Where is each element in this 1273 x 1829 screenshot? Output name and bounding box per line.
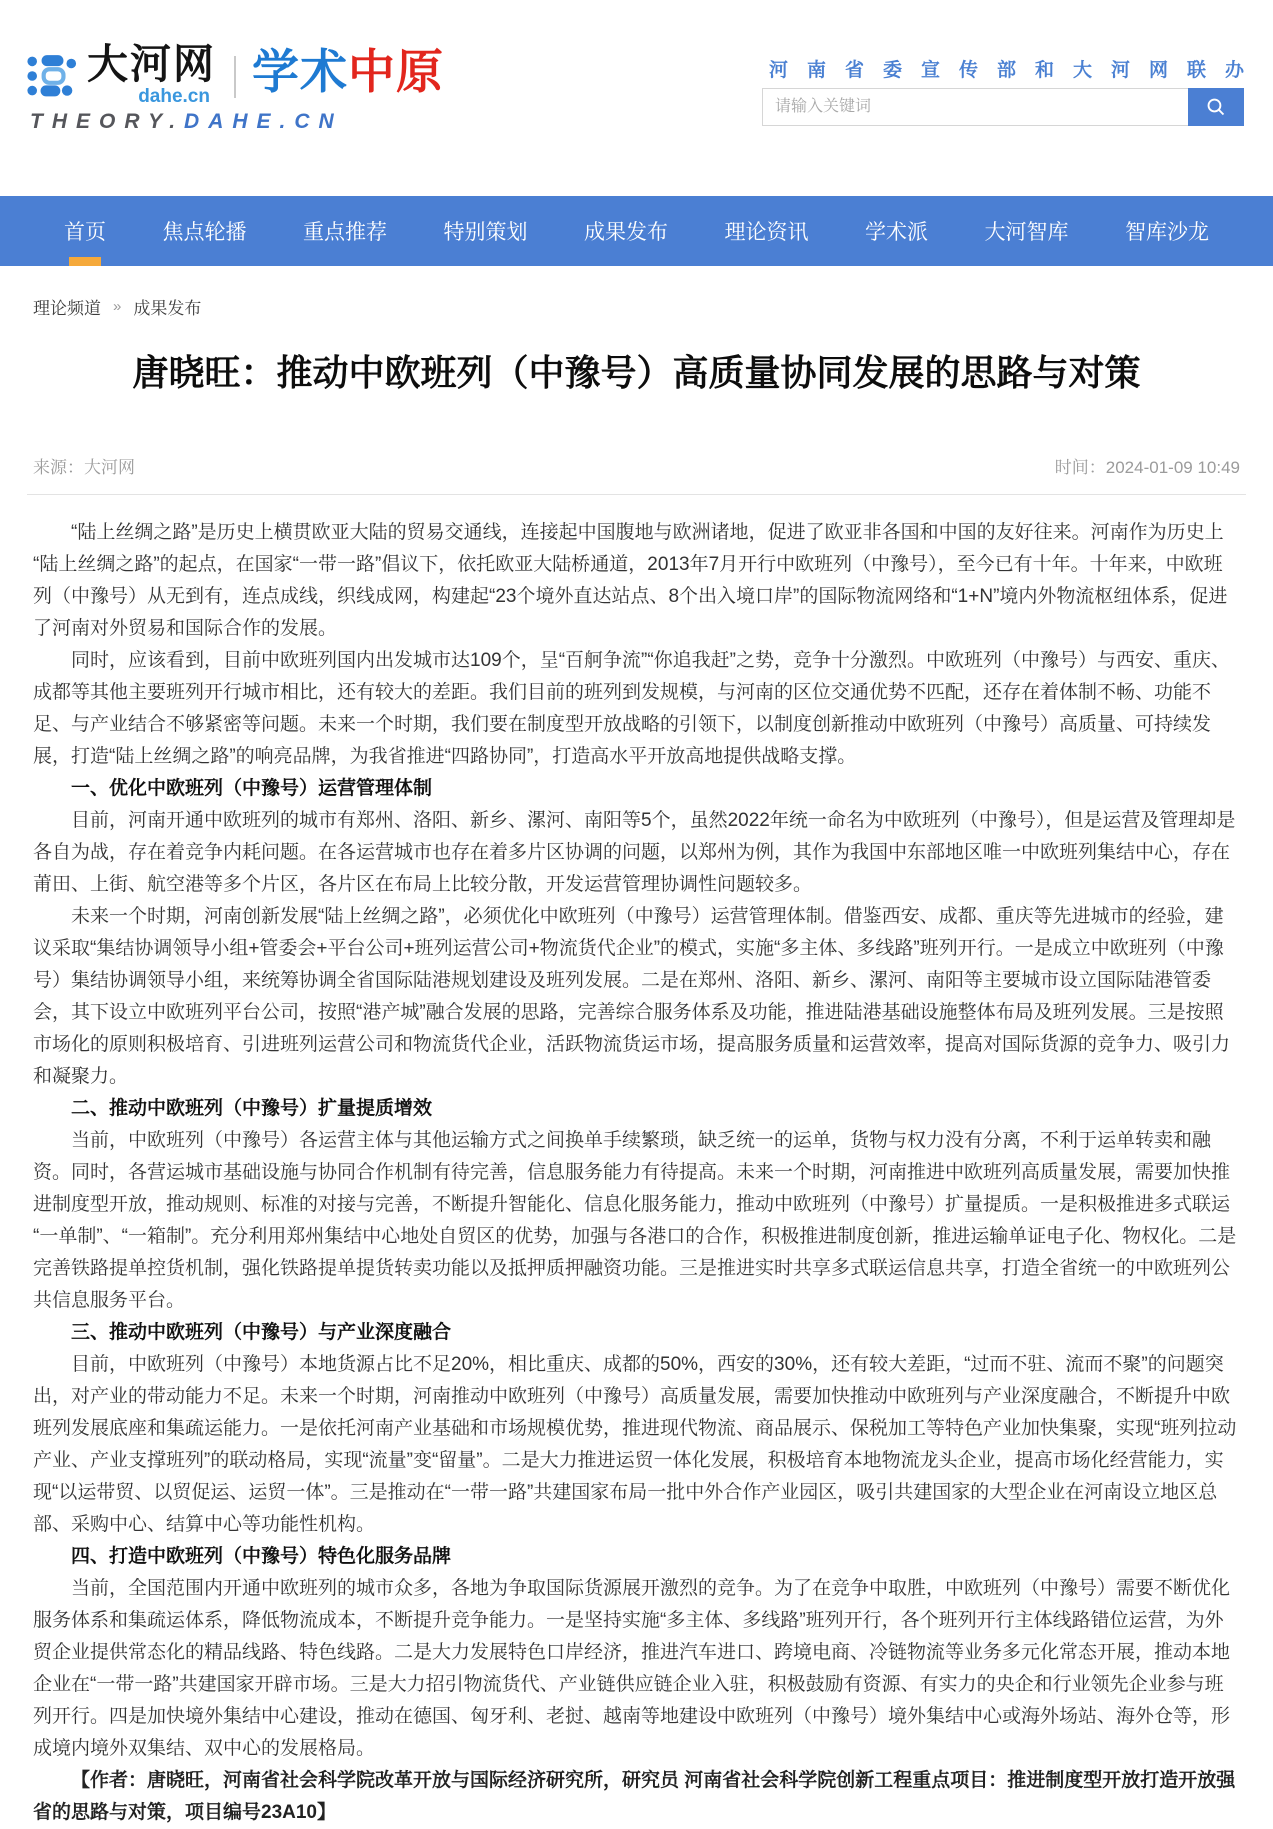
- article-title: 唐晓旺：推动中欧班列（中豫号）高质量协同发展的思路与对策: [132, 352, 1141, 393]
- article-block: 目前，河南开通中欧班列的城市有郑州、洛阳、新乡、漯河、南阳等5个，虽然2022年统一命名为中欧班列（中豫号），但是运营及管理却是各自为战，存在着竞争内耗问题。在各运营城市也存在着多片区协调的问题，以郑州为例，其作为我国中东部地区唯一中欧班列集结中心，存在莆田、上街、航空港等多个片区，各片区在布局上比较分散，开发运营管理协调性问题较多。: [33, 809, 1236, 895]
- search-button[interactable]: [1188, 88, 1244, 126]
- article-block: 目前，中欧班列（中豫号）本地货源占比不足20%，相比重庆、成都的50%，西安的30%，还有较大差距，“过而不驻、流而不聚”的问题突出，对产业的带动能力不足。未来一个时期，河南推动中欧班列（中豫号）高质量发展，需要加快推动中欧班列与产业深度融合，不断提升中欧班列发展底座和集疏运能力。一是依托河南产业基础和市场规模优势，推进现代物流、商品展示、保税加工等特色产业加快集聚，实现“班列拉动产业、产业支撑班列”的联动格局，实现“流量”变“留量”。二是大力推进运贸一体化发展，积极培育本地物流龙头企业，提高市场化经营能力，实现“以运带贸、以贸促运、运贸一体”。三是推动在“一带一路”共建国家布局一批中外合作产业园区，吸引共建国家的大型企业在河南设立地区总部、采购中心、结算中心等功能性机构。: [33, 1353, 1237, 1535]
- article-block: 当前，中欧班列（中豫号）各运营主体与其他运输方式之间换单手续繁琐，缺乏统一的运单，货物与权力没有分离，不利于运单转卖和融资。同时，各营运城市基础设施与协同合作机制有待完善，信息服务能力有待提高。未来一个时期，河南推进中欧班列高质量发展，需要加快推进制度型开放，推动规则、标准的对接与完善，不断提升智能化、信息化服务能力，推动中欧班列（中豫号）扩量提质。一是积极推进多式联运“一单制”、“一箱制”。充分利用郑州集结中心地处自贸区的优势，加强与各港口的合作，积极推进制度创新，推进运输单证电子化、物权化。二是完善铁路提单控货机制，强化铁路提单提货转卖功能以及抵押质押融资功能。三是推进实时共享多式联运信息共享，打造全省统一的中欧班列公共信息服务平台。: [33, 1129, 1237, 1311]
- article-block: 二、推动中欧班列（中豫号）扩量提质增效: [71, 1097, 433, 1119]
- co-organizer-slogan: 河南省委宣传部和大河网联办: [768, 60, 1263, 81]
- article-source: 来源：大河网: [33, 457, 135, 477]
- article-block: 三、推动中欧班列（中豫号）与产业深度融合: [71, 1321, 452, 1343]
- nav-item[interactable]: 理论资讯: [724, 221, 809, 244]
- site-domain: dahe.cn: [138, 86, 210, 107]
- breadcrumb: [33, 294, 1273, 319]
- search-input[interactable]: [762, 88, 1188, 126]
- header: [0, 0, 1273, 196]
- search-bar: [762, 88, 1244, 126]
- nav-item[interactable]: 首页: [62, 196, 108, 266]
- dahe-logo-icon: [27, 50, 77, 102]
- article-block: 【作者：唐晓旺，河南省社会科学院改革开放与国际经济研究所，研究员 河南省社会科学院创新工程重点项目：推进制度型开放打造开放强省的思路与对策，项目编号23A10】: [33, 1769, 1236, 1823]
- breadcrumb-category[interactable]: 成果发布: [133, 299, 202, 318]
- dahe-logo[interactable]: [27, 41, 216, 107]
- main-nav: [0, 196, 1273, 266]
- article-block: 未来一个时期，河南创新发展“陆上丝绸之路”，必须优化中欧班列（中豫号）运营管理体制。借鉴西安、成都、重庆等先进城市的经验，建议采取“集结协调领导小组+管委会+平台公司+班列运营公司+物流货代企业”的模式，实施“多主体、多线路”班列开行。一是成立中欧班列（中豫号）集结协调领导小组，来统筹协调全省国际陆港规划建设及班列发展。二是在郑州、洛阳、新乡、漯河、南阳等主要城市设立国际陆港管委会，其下设立中欧班列平台公司，按照“港产城”融合发展的思路，完善综合服务体系及功能，推进陆港基础设施整体布局及班列发展。三是按照市场化的原则积极培育、引进班列运营公司和物流货代企业，活跃物流货运市场，提高服务质量和运营效率，提高对国际货源的竞争力、吸引力和凝聚力。: [33, 905, 1231, 1087]
- nav-item[interactable]: 智库沙龙: [1125, 221, 1209, 244]
- nav-item[interactable]: 特别策划: [443, 221, 528, 244]
- nav-item[interactable]: 成果发布: [584, 221, 668, 244]
- channel-name-blue: 学术: [252, 45, 348, 98]
- article-block: 四、打造中欧班列（中豫号）特色化服务品牌: [71, 1545, 452, 1567]
- logo-divider: [234, 56, 236, 98]
- nav-item[interactable]: 学术派: [865, 221, 928, 244]
- article-meta: [33, 453, 1240, 478]
- subdomain-blue: DAHE.CN: [184, 110, 343, 133]
- channel-name-red: 中原: [348, 45, 444, 98]
- theory-url: [30, 110, 343, 134]
- article-block: “陆上丝绸之路”是历史上横贯欧亚大陆的贸易交通线，连接起中国腹地与欧洲诸地，促进了欧亚非各国和中国的友好往来。河南作为历史上“陆上丝绸之路”的起点，在国家“一带一路”倡议下，依托欧亚大陆桥通道，2013年7月开行中欧班列（中豫号），至今已有十年。十年来，中欧班列（中豫号）从无到有，连点成线，织线成网，构建起“23个境外直达站点、8个出入境口岸”的国际物流网络和“1+N”境内外物流枢纽体系，促进了河南对外贸易和国际合作的发展。: [33, 521, 1228, 639]
- search-icon: [1205, 96, 1227, 118]
- meta-divider: [27, 494, 1246, 495]
- breadcrumb-separator: »: [113, 298, 122, 315]
- site-name: 大河网: [87, 41, 216, 87]
- channel-logo[interactable]: [252, 44, 444, 100]
- subdomain-gray: THEORY.: [30, 110, 185, 133]
- breadcrumb-channel[interactable]: 理论频道: [33, 299, 101, 318]
- article-block: 当前，全国范围内开通中欧班列的城市众多，各地为争取国际货源展开激烈的竞争。为了在竞争中取胜，中欧班列（中豫号）需要不断优化服务体系和集疏运体系，降低物流成本，不断提升竞争能力。一是坚持实施“多主体、多线路”班列开行，各个班列开行主体线路错位运营，为外贸企业提供常态化的精品线路、特色线路。二是大力发展特色口岸经济，推进汽车进口、跨境电商、冷链物流等业务多元化常态开展，推动本地企业在“一带一路”共建国家开辟市场。三是大力招引物流货代、产业链供应链企业入驻，积极鼓励有资源、有实力的央企和行业领先企业参与班列开行。四是加快境外集结中心建设，推动在德国、匈牙利、老挝、越南等地建设中欧班列（中豫号）境外集结中心或海外场站、海外仓等，形成境内境外双集结、双中心的发展格局。: [33, 1577, 1231, 1759]
- article-block: 一、优化中欧班列（中豫号）运营管理体制: [71, 777, 433, 799]
- nav-item[interactable]: 重点推荐: [303, 221, 387, 244]
- article-time: 时间：2024-01-09 10:49: [1054, 457, 1240, 477]
- article-block: 同时，应该看到，目前中欧班列国内出发城市达109个，呈“百舸争流”“你追我赶”之势，竞争十分激烈。中欧班列（中豫号）与西安、重庆、成都等其他主要班列开行城市相比，还有较大的差距。我们目前的班列到发规模，与河南的区位交通优势不匹配，还存在着体制不畅、功能不足、与产业结合不够紧密等问题。未来一个时期，我们要在制度型开放战略的引领下，以制度创新推动中欧班列（中豫号）高质量、可持续发展，打造“陆上丝绸之路”的响亮品牌，为我省推进“四路协同”，打造高水平开放高地提供战略支撑。: [33, 649, 1231, 767]
- nav-item[interactable]: 大河智库: [984, 221, 1069, 244]
- article-body: [33, 517, 1240, 1829]
- nav-item[interactable]: 焦点轮播: [162, 221, 247, 244]
